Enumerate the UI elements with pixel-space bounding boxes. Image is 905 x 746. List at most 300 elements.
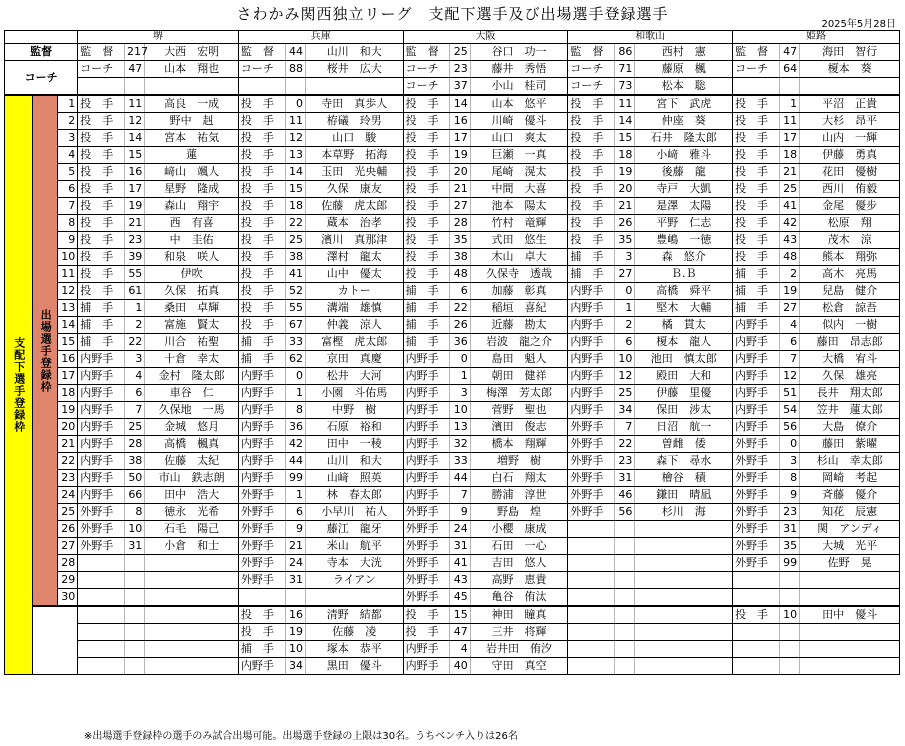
uniform-number-cell: 20 bbox=[615, 181, 635, 198]
player-name-cell: 山川 和大 bbox=[305, 453, 403, 470]
uniform-number-cell bbox=[124, 658, 144, 675]
uniform-number-cell: 22 bbox=[285, 215, 305, 232]
player-name-cell bbox=[145, 589, 239, 607]
player-name-cell: 黒田 優斗 bbox=[305, 658, 403, 675]
position-cell bbox=[78, 658, 125, 675]
position-cell: 内野手 bbox=[568, 385, 615, 402]
player-name-cell: 堅木 大輔 bbox=[635, 300, 733, 317]
player-name-cell: 藤田 昂志郎 bbox=[800, 334, 900, 351]
position-cell: 外野手 bbox=[568, 419, 615, 436]
position-cell: 捕 手 bbox=[78, 317, 125, 334]
uniform-number-cell: 19 bbox=[124, 198, 144, 215]
player-name-cell: 榎本 龍人 bbox=[635, 334, 733, 351]
position-cell: 投 手 bbox=[238, 300, 285, 317]
footnote: ※出場選手登録枠の選手のみ試合出場可能。出場選手登録の上限は30名。うちベンチ入りは26名 bbox=[84, 731, 518, 742]
uniform-number-cell: 11 bbox=[779, 113, 799, 130]
player-name-cell: 市山 鉄志朗 bbox=[145, 470, 239, 487]
uniform-number-cell: 56 bbox=[779, 419, 799, 436]
uniform-number-cell: 38 bbox=[124, 453, 144, 470]
uniform-number-cell: 16 bbox=[450, 113, 470, 130]
uniform-number-cell: 27 bbox=[779, 300, 799, 317]
player-name-cell: 高橋 舜平 bbox=[635, 283, 733, 300]
position-cell: 内野手 bbox=[568, 351, 615, 368]
uniform-number-cell bbox=[615, 624, 635, 641]
row-number: 7 bbox=[57, 198, 77, 215]
player-name-cell: 木山 卓大 bbox=[470, 249, 568, 266]
player-name-cell bbox=[800, 624, 900, 641]
uniform-number-cell: 36 bbox=[450, 334, 470, 351]
player-name-cell bbox=[145, 572, 239, 589]
uniform-number-cell: 6 bbox=[124, 385, 144, 402]
position-cell: 内野手 bbox=[238, 368, 285, 385]
position-cell: 外野手 bbox=[568, 436, 615, 453]
position-cell: 外野手 bbox=[568, 504, 615, 521]
uniform-number-cell: 36 bbox=[285, 419, 305, 436]
uniform-number-cell: 50 bbox=[124, 470, 144, 487]
player-name-cell: 大島 僚介 bbox=[800, 419, 900, 436]
player-name-cell: 白石 翔太 bbox=[470, 470, 568, 487]
player-name-cell: 桑田 卓輝 bbox=[145, 300, 239, 317]
position-cell: 外野手 bbox=[403, 504, 450, 521]
row-number: 25 bbox=[57, 504, 77, 521]
roster-outer-label: 支配下選手登録枠 bbox=[5, 95, 33, 675]
position-cell: コーチ bbox=[78, 61, 125, 78]
player-name-cell: 﨑山 颯人 bbox=[145, 164, 239, 181]
position-cell: 投 手 bbox=[238, 215, 285, 232]
player-name-cell: 山口 爽太 bbox=[470, 130, 568, 147]
player-name-cell: 石田 一心 bbox=[470, 538, 568, 555]
player-name-cell: 池本 陽太 bbox=[470, 198, 568, 215]
uniform-number-cell: 24 bbox=[450, 521, 470, 538]
uniform-number-cell: 6 bbox=[779, 334, 799, 351]
player-name-cell: 西村 憲 bbox=[635, 44, 733, 61]
position-cell: 投 手 bbox=[238, 266, 285, 283]
uniform-number-cell: 15 bbox=[285, 181, 305, 198]
position-cell: 投 手 bbox=[403, 147, 450, 164]
uniform-number-cell: 10 bbox=[615, 351, 635, 368]
position-cell: 投 手 bbox=[733, 232, 780, 249]
uniform-number-cell bbox=[124, 572, 144, 589]
uniform-number-cell: 0 bbox=[615, 283, 635, 300]
manager-row bbox=[5, 44, 900, 61]
player-name-cell: 平沼 正貴 bbox=[800, 95, 900, 113]
uniform-number-cell: 41 bbox=[285, 266, 305, 283]
player-name-cell: 勝浦 淳世 bbox=[470, 487, 568, 504]
position-cell: 内野手 bbox=[403, 470, 450, 487]
uniform-number-cell: 15 bbox=[615, 130, 635, 147]
uniform-number-cell: 47 bbox=[779, 44, 799, 61]
position-cell bbox=[568, 521, 615, 538]
position-cell: 内野手 bbox=[78, 487, 125, 504]
player-name-cell: 知花 辰憲 bbox=[800, 504, 900, 521]
position-cell: 投 手 bbox=[568, 181, 615, 198]
player-name-cell: 平野 仁志 bbox=[635, 215, 733, 232]
row-number: 14 bbox=[57, 317, 77, 334]
row-number: 4 bbox=[57, 147, 77, 164]
position-cell: 投 手 bbox=[238, 317, 285, 334]
player-name-cell bbox=[305, 589, 403, 607]
player-name-cell: 小園 斗佑馬 bbox=[305, 385, 403, 402]
player-name-cell: 寺田 真歩人 bbox=[305, 95, 403, 113]
player-name-cell: 佐藤 虎太郎 bbox=[305, 198, 403, 215]
uniform-number-cell: 41 bbox=[450, 555, 470, 572]
position-cell: 内野手 bbox=[403, 419, 450, 436]
player-name-cell: 松本 聡 bbox=[635, 78, 733, 96]
position-cell: 外野手 bbox=[78, 504, 125, 521]
player-name-cell: 似内 一樹 bbox=[800, 317, 900, 334]
player-name-cell: 石井 隆太郎 bbox=[635, 130, 733, 147]
position-cell: 内野手 bbox=[238, 436, 285, 453]
player-name-cell: 西川 侑毅 bbox=[800, 181, 900, 198]
uniform-number-cell bbox=[615, 606, 635, 624]
player-name-cell bbox=[145, 555, 239, 572]
position-cell: 投 手 bbox=[568, 198, 615, 215]
uniform-number-cell: 13 bbox=[285, 147, 305, 164]
player-name-cell: 岩波 龍之介 bbox=[470, 334, 568, 351]
uniform-number-cell: 34 bbox=[615, 402, 635, 419]
uniform-number-cell: 21 bbox=[615, 198, 635, 215]
unregistered-row bbox=[5, 658, 900, 675]
position-cell: 外野手 bbox=[733, 436, 780, 453]
uniform-number-cell: 6 bbox=[285, 504, 305, 521]
uniform-number-cell: 7 bbox=[615, 419, 635, 436]
uniform-number-cell: 54 bbox=[779, 402, 799, 419]
player-name-cell: カトー bbox=[305, 283, 403, 300]
uniform-number-cell: 4 bbox=[450, 641, 470, 658]
uniform-number-cell: 37 bbox=[450, 78, 470, 96]
position-cell: 外野手 bbox=[733, 538, 780, 555]
registered-row bbox=[5, 130, 900, 147]
position-cell: 捕 手 bbox=[238, 334, 285, 351]
uniform-number-cell: 0 bbox=[450, 351, 470, 368]
position-cell: 投 手 bbox=[568, 95, 615, 113]
registered-row bbox=[5, 385, 900, 402]
uniform-number-cell: 10 bbox=[285, 641, 305, 658]
position-cell: 内野手 bbox=[733, 402, 780, 419]
position-cell: 内野手 bbox=[568, 300, 615, 317]
roster-table bbox=[4, 30, 900, 675]
row-number: 5 bbox=[57, 164, 77, 181]
position-cell: 内野手 bbox=[238, 402, 285, 419]
player-name-cell: 野島 煌 bbox=[470, 504, 568, 521]
row-number: 8 bbox=[57, 215, 77, 232]
player-name-cell: 海田 智行 bbox=[800, 44, 900, 61]
uniform-number-cell: 27 bbox=[450, 198, 470, 215]
player-name-cell: 池田 慎太郎 bbox=[635, 351, 733, 368]
uniform-number-cell: 25 bbox=[450, 44, 470, 61]
position-cell: 投 手 bbox=[238, 624, 285, 641]
player-name-cell: 栫礒 玲男 bbox=[305, 113, 403, 130]
player-name-cell: 寺本 大洸 bbox=[305, 555, 403, 572]
position-cell: 投 手 bbox=[238, 283, 285, 300]
position-cell: 投 手 bbox=[403, 215, 450, 232]
team-header-3: 和歌山 bbox=[568, 31, 733, 44]
uniform-number-cell: 1 bbox=[450, 368, 470, 385]
player-name-cell: 石原 裕和 bbox=[305, 419, 403, 436]
position-cell bbox=[238, 78, 285, 96]
position-cell: 投 手 bbox=[78, 113, 125, 130]
player-name-cell: 朝田 健祥 bbox=[470, 368, 568, 385]
uniform-number-cell: 8 bbox=[285, 402, 305, 419]
position-cell: 外野手 bbox=[403, 521, 450, 538]
uniform-number-cell: 12 bbox=[779, 368, 799, 385]
player-name-cell: 中野 樹 bbox=[305, 402, 403, 419]
position-cell: 捕 手 bbox=[733, 300, 780, 317]
position-cell bbox=[78, 589, 125, 607]
header-blank bbox=[5, 31, 78, 44]
position-cell: 投 手 bbox=[78, 232, 125, 249]
player-name-cell: 関 アンディ bbox=[800, 521, 900, 538]
player-name-cell: 京田 真慶 bbox=[305, 351, 403, 368]
position-cell bbox=[78, 78, 125, 96]
registered-row bbox=[5, 402, 900, 419]
position-cell bbox=[568, 658, 615, 675]
uniform-number-cell: 44 bbox=[285, 44, 305, 61]
player-name-cell: 藤江 龍牙 bbox=[305, 521, 403, 538]
uniform-number-cell: 23 bbox=[450, 61, 470, 78]
position-cell: 投 手 bbox=[568, 147, 615, 164]
player-name-cell: 寺戸 大凱 bbox=[635, 181, 733, 198]
player-name-cell: 仲座 葵 bbox=[635, 113, 733, 130]
uniform-number-cell: 19 bbox=[779, 283, 799, 300]
position-cell: 内野手 bbox=[403, 351, 450, 368]
position-cell: 外野手 bbox=[568, 487, 615, 504]
coach-label: コーチ bbox=[5, 61, 78, 96]
position-cell: 外野手 bbox=[78, 521, 125, 538]
uniform-number-cell: 25 bbox=[615, 385, 635, 402]
uniform-number-cell: 0 bbox=[779, 436, 799, 453]
player-name-cell bbox=[635, 606, 733, 624]
row-number: 16 bbox=[57, 351, 77, 368]
registered-row bbox=[5, 147, 900, 164]
player-name-cell: 伊藤 里優 bbox=[635, 385, 733, 402]
uniform-number-cell: 48 bbox=[779, 249, 799, 266]
position-cell: 内野手 bbox=[78, 436, 125, 453]
player-name-cell: 山本 悠平 bbox=[470, 95, 568, 113]
player-name-cell: 高橋 楓真 bbox=[145, 436, 239, 453]
uniform-number-cell: 40 bbox=[450, 658, 470, 675]
player-name-cell: 田中 一稜 bbox=[305, 436, 403, 453]
player-name-cell: 大城 光平 bbox=[800, 538, 900, 555]
uniform-number-cell bbox=[615, 521, 635, 538]
uniform-number-cell: 19 bbox=[285, 624, 305, 641]
uniform-number-cell: 26 bbox=[615, 215, 635, 232]
uniform-number-cell bbox=[124, 641, 144, 658]
player-name-cell: 金尾 優步 bbox=[800, 198, 900, 215]
row-number: 28 bbox=[57, 555, 77, 572]
uniform-number-cell: 25 bbox=[124, 419, 144, 436]
uniform-number-cell: 11 bbox=[615, 95, 635, 113]
uniform-number-cell bbox=[615, 538, 635, 555]
player-name-cell bbox=[145, 624, 239, 641]
player-name-cell: 森山 翔宇 bbox=[145, 198, 239, 215]
player-name-cell: 金城 悠月 bbox=[145, 419, 239, 436]
uniform-number-cell: 9 bbox=[779, 487, 799, 504]
player-name-cell: 田中 優斗 bbox=[800, 606, 900, 624]
player-name-cell: 和泉 咲人 bbox=[145, 249, 239, 266]
position-cell: 投 手 bbox=[403, 624, 450, 641]
position-cell: 内野手 bbox=[733, 419, 780, 436]
team-header-4: 姫路 bbox=[733, 31, 900, 44]
player-name-cell: 豊嶋 一徳 bbox=[635, 232, 733, 249]
position-cell: 内野手 bbox=[403, 402, 450, 419]
uniform-number-cell: 23 bbox=[124, 232, 144, 249]
uniform-number-cell: 32 bbox=[450, 436, 470, 453]
position-cell: 捕 手 bbox=[238, 641, 285, 658]
position-cell: 内野手 bbox=[238, 453, 285, 470]
registered-row bbox=[5, 113, 900, 130]
position-cell: 投 手 bbox=[238, 249, 285, 266]
player-name-cell: 佐藤 太紀 bbox=[145, 453, 239, 470]
position-cell: 捕 手 bbox=[238, 351, 285, 368]
position-cell: 投 手 bbox=[733, 147, 780, 164]
player-name-cell: 林 春太郎 bbox=[305, 487, 403, 504]
position-cell: 内野手 bbox=[733, 317, 780, 334]
player-name-cell: 川合 祐聖 bbox=[145, 334, 239, 351]
row-number: 26 bbox=[57, 521, 77, 538]
position-cell: 投 手 bbox=[78, 215, 125, 232]
position-cell: 監 督 bbox=[78, 44, 125, 61]
player-name-cell: 中間 大喜 bbox=[470, 181, 568, 198]
registered-row bbox=[5, 572, 900, 589]
uniform-number-cell: 56 bbox=[615, 504, 635, 521]
player-name-cell: 大杉 昂平 bbox=[800, 113, 900, 130]
player-name-cell: 加藤 彰真 bbox=[470, 283, 568, 300]
player-name-cell: 是澤 太陽 bbox=[635, 198, 733, 215]
uniform-number-cell: 4 bbox=[779, 317, 799, 334]
player-name-cell: 殿田 大和 bbox=[635, 368, 733, 385]
position-cell: 内野手 bbox=[78, 368, 125, 385]
position-cell bbox=[238, 589, 285, 607]
uniform-number-cell: 35 bbox=[779, 538, 799, 555]
uniform-number-cell: 22 bbox=[615, 436, 635, 453]
position-cell: 内野手 bbox=[568, 368, 615, 385]
position-cell: 投 手 bbox=[238, 181, 285, 198]
row-number: 15 bbox=[57, 334, 77, 351]
player-name-cell: 岡崎 考起 bbox=[800, 470, 900, 487]
position-cell: 投 手 bbox=[733, 215, 780, 232]
position-cell: 投 手 bbox=[78, 164, 125, 181]
unregistered-blank bbox=[33, 606, 78, 675]
row-number: 6 bbox=[57, 181, 77, 198]
position-cell bbox=[78, 572, 125, 589]
position-cell: 内野手 bbox=[78, 419, 125, 436]
player-name-cell: 佐野 晃 bbox=[800, 555, 900, 572]
registered-row bbox=[5, 436, 900, 453]
row-number: 30 bbox=[57, 589, 77, 607]
position-cell: 内野手 bbox=[733, 334, 780, 351]
uniform-number-cell: 1 bbox=[285, 385, 305, 402]
player-name-cell: 日沼 航一 bbox=[635, 419, 733, 436]
registered-row bbox=[5, 300, 900, 317]
player-name-cell: 茂木 涼 bbox=[800, 232, 900, 249]
player-name-cell: 斉藤 優介 bbox=[800, 487, 900, 504]
player-name-cell: 小山 桂司 bbox=[470, 78, 568, 96]
position-cell: 外野手 bbox=[238, 555, 285, 572]
uniform-number-cell: 12 bbox=[285, 130, 305, 147]
player-name-cell: 藤原 楓 bbox=[635, 61, 733, 78]
uniform-number-cell: 88 bbox=[285, 61, 305, 78]
position-cell: 投 手 bbox=[78, 198, 125, 215]
uniform-number-cell: 31 bbox=[285, 572, 305, 589]
player-name-cell: 稲垣 喜紀 bbox=[470, 300, 568, 317]
position-cell: 投 手 bbox=[733, 130, 780, 147]
registered-row bbox=[5, 470, 900, 487]
player-name-cell: 花田 優樹 bbox=[800, 164, 900, 181]
uniform-number-cell: 52 bbox=[285, 283, 305, 300]
position-cell: 内野手 bbox=[78, 470, 125, 487]
player-name-cell: 守田 真空 bbox=[470, 658, 568, 675]
uniform-number-cell: 18 bbox=[285, 198, 305, 215]
player-name-cell: 久保 拓真 bbox=[145, 283, 239, 300]
player-name-cell: 久保地 一馬 bbox=[145, 402, 239, 419]
uniform-number-cell bbox=[779, 624, 799, 641]
position-cell: 投 手 bbox=[238, 164, 285, 181]
player-name-cell: 梅澤 芳太郎 bbox=[470, 385, 568, 402]
uniform-number-cell: 28 bbox=[450, 215, 470, 232]
registered-row bbox=[5, 368, 900, 385]
player-name-cell: 兒島 健介 bbox=[800, 283, 900, 300]
uniform-number-cell bbox=[779, 641, 799, 658]
player-name-cell: ライアン bbox=[305, 572, 403, 589]
position-cell: 外野手 bbox=[238, 504, 285, 521]
player-name-cell: 佐藤 凌 bbox=[305, 624, 403, 641]
position-cell: 捕 手 bbox=[733, 266, 780, 283]
player-name-cell: 小早川 祐人 bbox=[305, 504, 403, 521]
player-name-cell bbox=[635, 589, 733, 607]
uniform-number-cell: 14 bbox=[615, 113, 635, 130]
position-cell: 内野手 bbox=[238, 470, 285, 487]
player-name-cell: 三井 将輝 bbox=[470, 624, 568, 641]
position-cell: 捕 手 bbox=[78, 334, 125, 351]
player-name-cell: 熊本 翔弥 bbox=[800, 249, 900, 266]
uniform-number-cell: 3 bbox=[450, 385, 470, 402]
player-name-cell: 濱川 真那津 bbox=[305, 232, 403, 249]
position-cell: 投 手 bbox=[733, 606, 780, 624]
row-number: 9 bbox=[57, 232, 77, 249]
uniform-number-cell: 6 bbox=[450, 283, 470, 300]
uniform-number-cell: 2 bbox=[615, 317, 635, 334]
uniform-number-cell: 18 bbox=[615, 147, 635, 164]
position-cell: 内野手 bbox=[403, 641, 450, 658]
position-cell: 捕 手 bbox=[78, 300, 125, 317]
player-name-cell: 本草野 拓海 bbox=[305, 147, 403, 164]
position-cell bbox=[568, 555, 615, 572]
team-header-row bbox=[5, 31, 900, 44]
registered-row bbox=[5, 215, 900, 232]
player-name-cell: 藤田 紫曜 bbox=[800, 436, 900, 453]
position-cell: 捕 手 bbox=[568, 249, 615, 266]
uniform-number-cell bbox=[779, 572, 799, 589]
player-name-cell: 大橋 宥斗 bbox=[800, 351, 900, 368]
uniform-number-cell: 33 bbox=[450, 453, 470, 470]
position-cell: 投 手 bbox=[238, 232, 285, 249]
player-name-cell bbox=[635, 641, 733, 658]
uniform-number-cell: 34 bbox=[285, 658, 305, 675]
position-cell bbox=[78, 641, 125, 658]
player-name-cell: 塚本 恭平 bbox=[305, 641, 403, 658]
player-name-cell: 近藤 勘太 bbox=[470, 317, 568, 334]
player-name-cell: 仲義 涼人 bbox=[305, 317, 403, 334]
uniform-number-cell: 17 bbox=[779, 130, 799, 147]
player-name-cell bbox=[635, 658, 733, 675]
position-cell: 内野手 bbox=[403, 436, 450, 453]
position-cell: 捕 手 bbox=[403, 300, 450, 317]
position-cell: 監 督 bbox=[568, 44, 615, 61]
row-number: 20 bbox=[57, 419, 77, 436]
position-cell: 内野手 bbox=[238, 419, 285, 436]
position-cell: 投 手 bbox=[568, 164, 615, 181]
